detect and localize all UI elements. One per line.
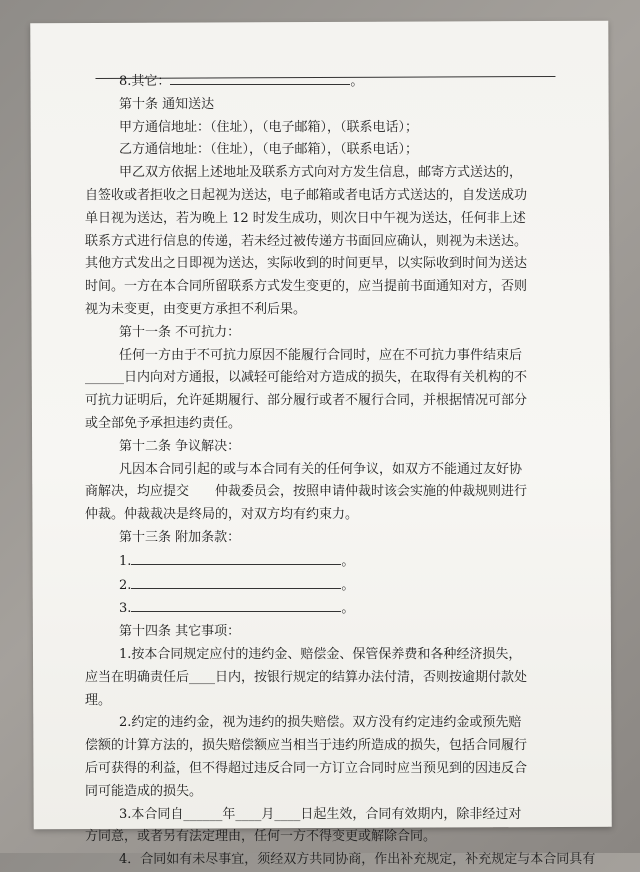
party-a-address: 甲方通信地址：（住址），（电子邮箱），（联系电话）； [119,119,419,135]
blank-line [131,597,341,612]
section-14-heading: 第十四条 其它事项： [119,624,241,640]
section-12-heading: 第十二条 争议解决： [119,438,241,454]
misc-item-2: 2.约定的违约金，视为违约的损失赔偿。双方没有约定违约金或预先赔偿额的计算方法的，损失赔偿额应当相当于违约所造成的损失，包括合同履行后可获得的利益，但不得超过违反合同一方订立合同时应当预见到的因违反合同可能造成的损失。 [85,715,528,799]
section-13-heading: 第十三条 附加条款： [119,529,241,545]
additional-clause-3: 3. 。 [85,597,530,621]
blank-line [131,574,341,589]
document-content [85,70,596,872]
dispute-paragraph: 凡因本合同引起的或与本合同有关的任何争议，如双方不能通过友好协商解决，均应提交 仲裁委员会，按照申请仲裁时该会实施的仲裁规则进行仲裁。仲裁裁决是终局的，对双方均有约束力。 [85,461,528,523]
section-11-heading: 第十一条 不可抗力： [119,324,241,340]
notice-paragraph: 甲乙双方依据上述地址及联系方式向对方发生信息，邮寄方式送达的，自签收或者拒收之日起视为送达，电子邮箱或者电话方式送达的，自发送成功单日视为送达，若为晚上 12 时发生成功，则次日中午视为送达，任何非上述联系方式进行信息的传递，若未经过被传递方书面回应确认，则视为未送达。其他方式发出之日即视为送达，实际收到的时间更早，以实际收到时间为送达时间。一方在本合同所留联系方式发生变更的，应当提前书面通知对方，否则视为未变更，由变更方承担不利后果。 [85,165,528,317]
misc-item-3: 3.本合同自______年____月____日起生效，合同有效期内，除非经过对方同意，或者另有法定理由，任何一方不得变更或解除合同。 [85,806,522,845]
section-10-heading: 第十条 通知送达 [119,96,215,112]
misc-item-4: 4．合同如有未尽事宜，须经双方共同协商，作出补充规定，补充规定与本合同具有 [119,852,596,868]
misc-item-1: 1.按本合同规定应付的违约金、赔偿金、保管保养费和各种经济损失，应当在明确责任后____日内，按银行规定的结算办法付清，否则按逾期付款处理。 [85,646,528,708]
blank-line [131,550,341,565]
party-b-address: 乙方通信地址：（住址），（电子邮箱），（联系电话）； [119,142,419,158]
force-majeure-paragraph: 任何一方由于不可抗力原因不能履行合同时，应在不可抗力事件结束后______日内向对方通报，以减轻可能给对方造成的损失，在取得有关机构的不可抗力证明后，允许延期履行、部分履行或者不履行合同，并根据情况可部分或全部免予承担违约责任。 [85,347,528,431]
additional-clause-2: 2. 。 [85,574,530,598]
other-line: 8.其它： 。 [85,70,530,94]
additional-clause-1: 1. 。 [85,550,530,574]
blank-line [170,70,350,85]
